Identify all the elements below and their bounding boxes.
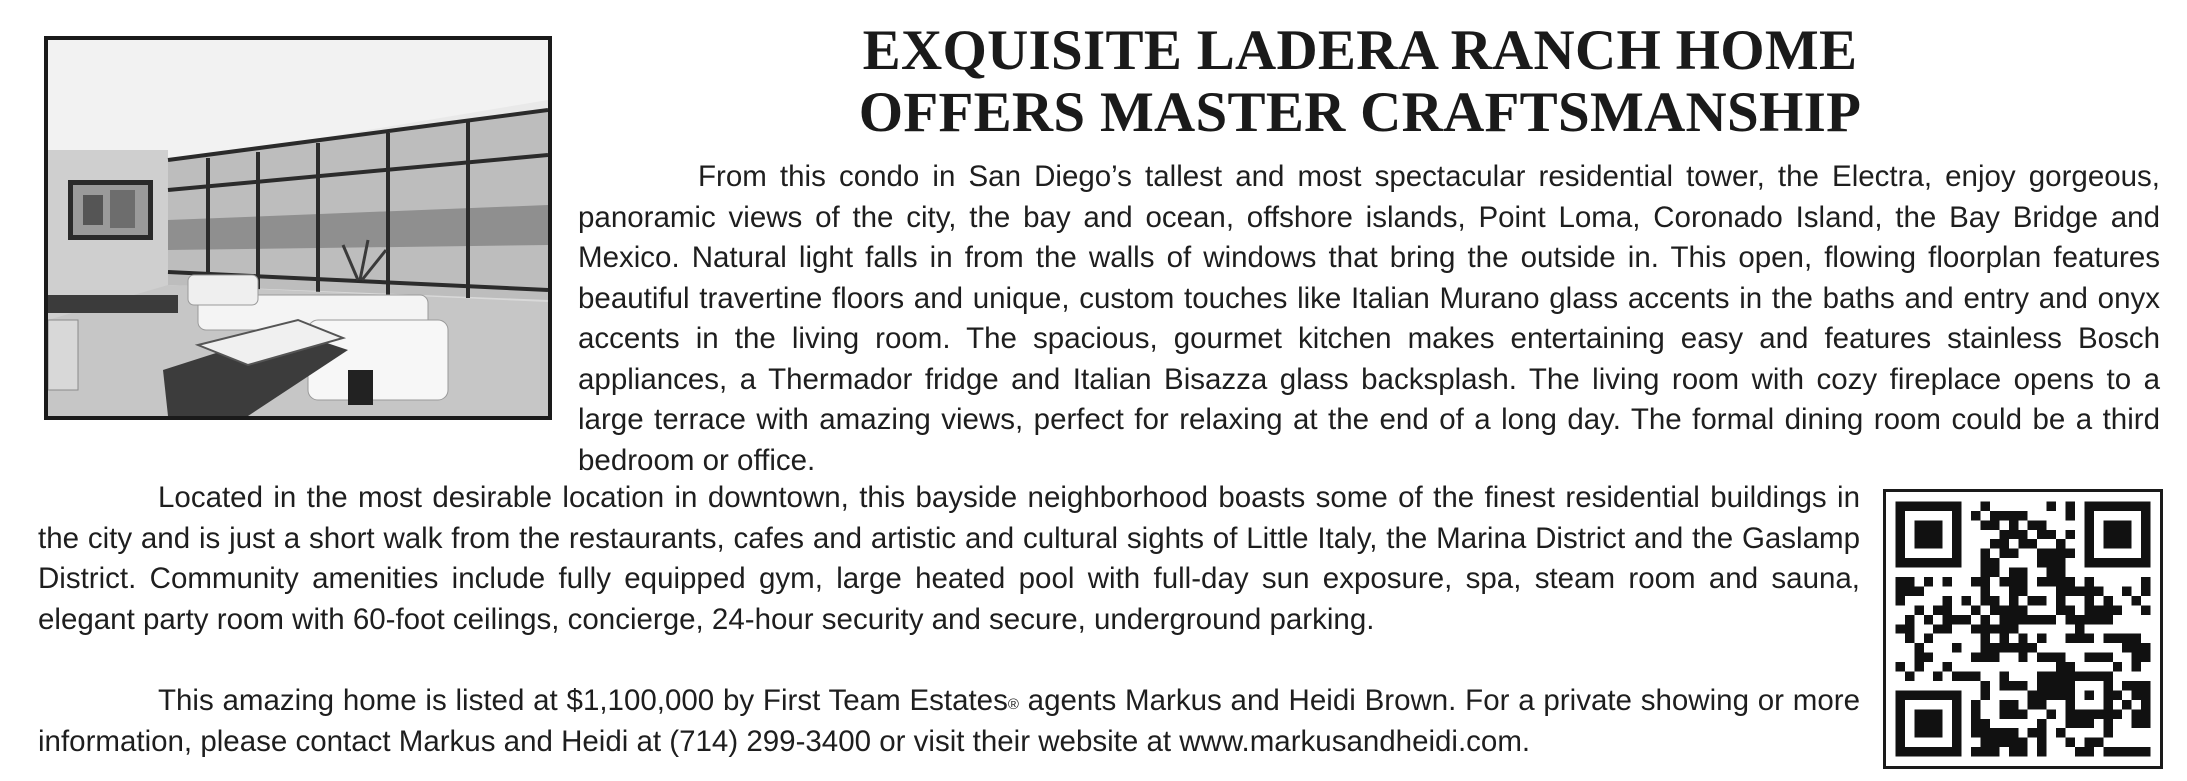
- qr-code-icon: [1886, 492, 2160, 766]
- paragraph-1: From this condo in San Diego’s tallest and most spectacular residential tower, the Electra, enjoy gorgeous, panoramic views of the city, the bay and ocean, offshore islands, Point Loma, Coronado Island, the Bay Bridge and Mexico. Natural light falls in from the walls of windows that bring the outside in. This open, flowing floorplan features beautiful travertine floors and unique, custom touches like Italian Murano glass accents in the baths and entry and onyx accents in the living room. The spacious, gourmet kitchen makes entertaining easy and features stainless Bosch appliances, a Thermador fridge and Italian Bisazza glass backsplash. The living room with cozy fireplace opens to a large terrace with amazing views, perfect for relaxing at the end of a long day. The formal dining room could be a third bedroom or office.: [578, 160, 2160, 477]
- headline-line-2: OFFERS MASTER CRAFTSMANSHIP: [858, 81, 1862, 144]
- paragraph-3-text-b: agents Markus and Heidi Brown. For a private showing or more information, please contact Markus and Heidi at (714) 299-3400 or visit their website at www.markusandheidi.com.: [38, 684, 1860, 758]
- listing-photo: [44, 36, 552, 420]
- living-room-image: [48, 40, 548, 416]
- registered-mark: ®: [1007, 696, 1019, 713]
- paragraph-3: [38, 681, 1860, 762]
- paragraph-2: Located in the most desirable location in downtown, this bayside neighborhood boasts some of the finest residential buildings in the city and is just a short walk from the restaurants, cafes and artistic and cultural sights of Little Italy, the Marina District and the Gaslamp District. Community amenities include fully equipped gym, large heated pool with full-day sun exposure, spa, steam room and sauna, elegant party room with 60-foot ceilings, concierge, 24-hour security and secure, underground parking.: [38, 481, 1860, 636]
- headline: [600, 20, 2120, 144]
- headline-line-1: EXQUISITE LADERA RANCH HOME: [862, 19, 1858, 82]
- qr-code[interactable]: [1883, 489, 2163, 769]
- paragraph-3-text-a: This amazing home is listed at $1,100,000 by First Team Estates: [158, 684, 1008, 717]
